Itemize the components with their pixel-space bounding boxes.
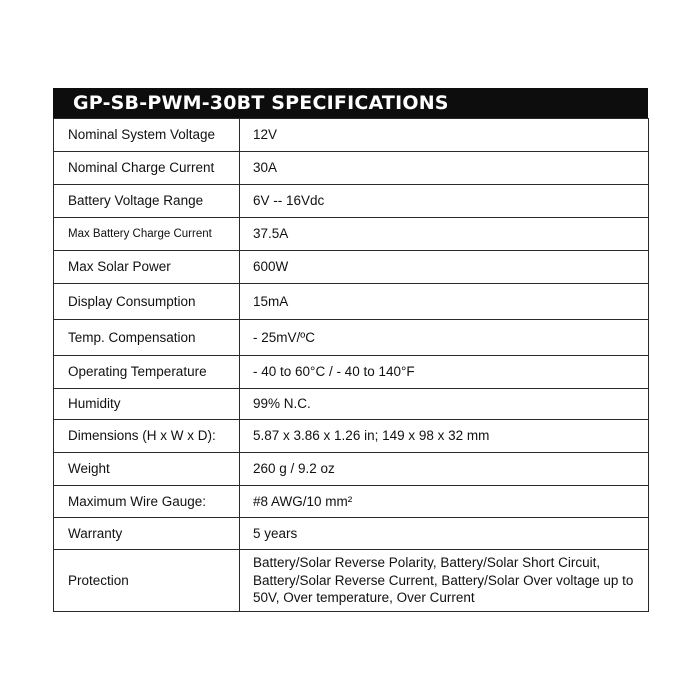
spec-table: [53, 118, 649, 612]
row-label: Nominal Charge Current: [54, 152, 240, 185]
row-value: 99% N.C.: [240, 389, 649, 420]
row-value: #8 AWG/10 mm²: [240, 486, 649, 518]
table-row: [54, 420, 649, 453]
row-value: 15mA: [240, 284, 649, 320]
row-label: Weight: [54, 453, 240, 486]
row-value: 30A: [240, 152, 649, 185]
row-label: Temp. Compensation: [54, 320, 240, 356]
table-row: [54, 518, 649, 550]
row-label: Max Solar Power: [54, 251, 240, 284]
table-row: [54, 356, 649, 389]
spec-card: [53, 88, 648, 612]
row-value: 260 g / 9.2 oz: [240, 453, 649, 486]
table-row: [54, 251, 649, 284]
row-value: Battery/Solar Reverse Polarity, Battery/Solar Short Circuit, Battery/Solar Reverse Current, Battery/Solar Over voltage up to 50V, Over temperature, Over Current: [240, 550, 649, 612]
table-row: [54, 284, 649, 320]
table-row: [54, 320, 649, 356]
table-row: [54, 218, 649, 251]
row-label: Maximum Wire Gauge:: [54, 486, 240, 518]
row-value: 37.5A: [240, 218, 649, 251]
row-label: Operating Temperature: [54, 356, 240, 389]
table-row: [54, 119, 649, 152]
row-label: Max Battery Charge Current: [54, 218, 240, 251]
table-row: [54, 152, 649, 185]
table-row: [54, 453, 649, 486]
row-value: 5 years: [240, 518, 649, 550]
row-label: Warranty: [54, 518, 240, 550]
row-value: 12V: [240, 119, 649, 152]
row-label: Display Consumption: [54, 284, 240, 320]
row-label: Protection: [54, 550, 240, 612]
row-label: Battery Voltage Range: [54, 185, 240, 218]
table-row: [54, 389, 649, 420]
row-value: 600W: [240, 251, 649, 284]
row-label: Humidity: [54, 389, 240, 420]
row-label: Dimensions (H x W x D):: [54, 420, 240, 453]
table-row: [54, 550, 649, 612]
row-value: - 40 to 60°C / - 40 to 140°F: [240, 356, 649, 389]
spec-title: GP-SB-PWM-30BT SPECIFICATIONS: [53, 88, 648, 118]
table-row: [54, 185, 649, 218]
table-row: [54, 486, 649, 518]
row-value: - 25mV/ºC: [240, 320, 649, 356]
row-label: Nominal System Voltage: [54, 119, 240, 152]
row-value: 5.87 x 3.86 x 1.26 in; 149 x 98 x 32 mm: [240, 420, 649, 453]
row-value: 6V -- 16Vdc: [240, 185, 649, 218]
